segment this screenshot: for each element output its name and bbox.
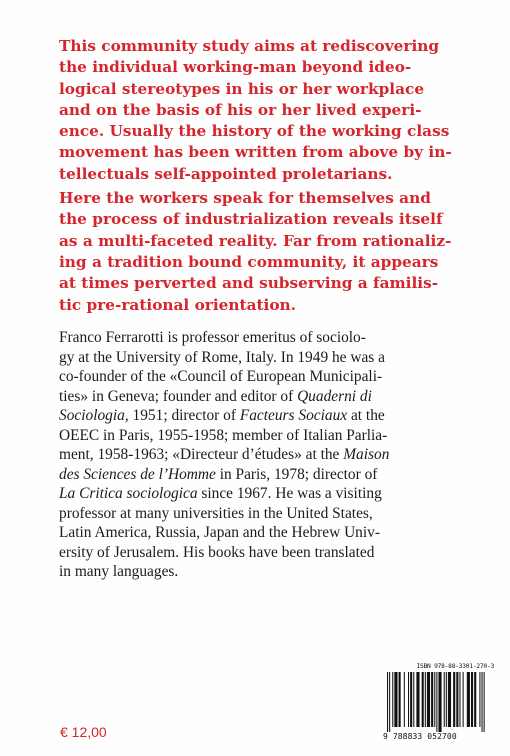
blurb-line: ence. Usually the history of the working class <box>59 122 450 141</box>
journal-title: Sociologia <box>59 407 125 424</box>
barcode-bar <box>389 672 390 732</box>
barcode-bar <box>444 672 445 727</box>
barcode-bar <box>436 672 437 732</box>
blurb-line: tellectuals self-appointed proletarians. <box>59 164 393 183</box>
barcode-bar <box>448 672 451 727</box>
barcode-bar <box>446 672 447 727</box>
blurb-line: movement has been written from above by in- <box>59 143 452 162</box>
blurb-line: tic pre-rational orientation. <box>59 295 297 314</box>
barcode-bar <box>413 672 414 727</box>
bio-line <box>59 387 489 407</box>
bio-line <box>59 465 489 485</box>
barcode-bar <box>467 672 470 727</box>
blurb-line: as a multi-faceted reality. Far from rationaliz- <box>59 231 452 250</box>
barcode-bar <box>431 672 433 727</box>
bio-line: Latin America, Russia, Japan and the Hebrew Univ- <box>59 524 380 541</box>
blurb-line: the process of industrialization reveals itself <box>59 210 443 229</box>
blurb-line: logical stereotypes in his or her workplace <box>59 79 425 98</box>
barcode-bar <box>422 672 424 727</box>
isbn-number: ISBN 978-88-3301-270-3 <box>416 663 494 670</box>
barcode-bar <box>416 672 419 727</box>
bio-line <box>59 484 489 504</box>
barcode-bar <box>394 672 397 727</box>
barcode-bar <box>434 672 435 727</box>
barcode-bar <box>453 672 455 727</box>
bio-line <box>59 406 489 426</box>
barcode-bar <box>463 672 464 727</box>
bio-text: in Paris, 1978; director of <box>215 465 378 483</box>
bio-text: ment, 1958-1963; «Directeur d’études» at the <box>59 446 344 463</box>
bio-line: professor at many universities in the United States, <box>59 504 373 522</box>
barcode-bar <box>427 672 430 727</box>
bio-text: , 1951; director of <box>124 407 240 424</box>
bio-line: co-founder of the «Council of European Municipali- <box>59 368 383 385</box>
journal-title: La Critica sociologica <box>59 485 198 502</box>
bio-text: at the <box>347 407 385 424</box>
blurb-line: at times perverted and subserving a familis- <box>59 274 439 293</box>
barcode-bar <box>404 672 405 727</box>
isbn-barcode <box>383 663 494 743</box>
barcode-bars <box>383 672 494 732</box>
blurb-line: the individual working-man beyond ideo- <box>59 58 412 77</box>
barcode-bar <box>479 672 480 727</box>
journal-title: Facteurs Sociaux <box>239 407 348 424</box>
barcode-bar <box>408 672 409 727</box>
bio-line: in many languages. <box>59 563 179 580</box>
blurb-line: This community study aims at rediscovering <box>59 37 440 55</box>
barcode-bar <box>410 672 412 727</box>
institution-name: Maison <box>343 446 390 463</box>
bio-text: ties» in Geneva; founder and editor of <box>59 387 298 405</box>
blurb-line: and on the basis of his or her lived experi- <box>59 100 422 119</box>
journal-title: Quaderni di <box>297 387 372 405</box>
bio-line: Franco Ferrarotti is professor emeritus of sociolo- <box>59 329 366 346</box>
blurb-line: Here the workers speak for themselves and <box>59 189 431 208</box>
price-label: € 12,00 <box>60 724 107 740</box>
barcode-bar <box>471 672 473 727</box>
barcode-bar <box>484 672 485 732</box>
barcode-bar <box>456 672 458 727</box>
barcode-bar <box>392 672 393 727</box>
bio-line <box>59 445 489 465</box>
barcode-digits: 9 788833 052700 <box>383 732 457 741</box>
barcode-bar <box>387 672 388 732</box>
barcode-bar <box>459 672 460 727</box>
institution-name: des Sciences de l’Homme <box>59 465 216 483</box>
barcode-bar <box>399 672 401 727</box>
barcode-bar <box>474 672 476 727</box>
barcode-bar <box>482 672 483 732</box>
bio-text: since 1967. He was a visiting <box>197 485 382 502</box>
bio-line: ersity of Jerusalem. His books have been translated <box>59 543 375 561</box>
bio-line: OEEC in Paris, 1955-1958; member of Italian Parlia- <box>59 426 388 444</box>
barcode-bar <box>438 672 441 732</box>
author-bio <box>59 328 489 582</box>
barcode-bar <box>425 672 426 727</box>
blurb-line: ing a tradition bound community, it appears <box>59 252 439 271</box>
bio-line: gy at the University of Rome, Italy. In 1949 he was a <box>59 348 385 366</box>
blurb-text <box>59 36 487 316</box>
